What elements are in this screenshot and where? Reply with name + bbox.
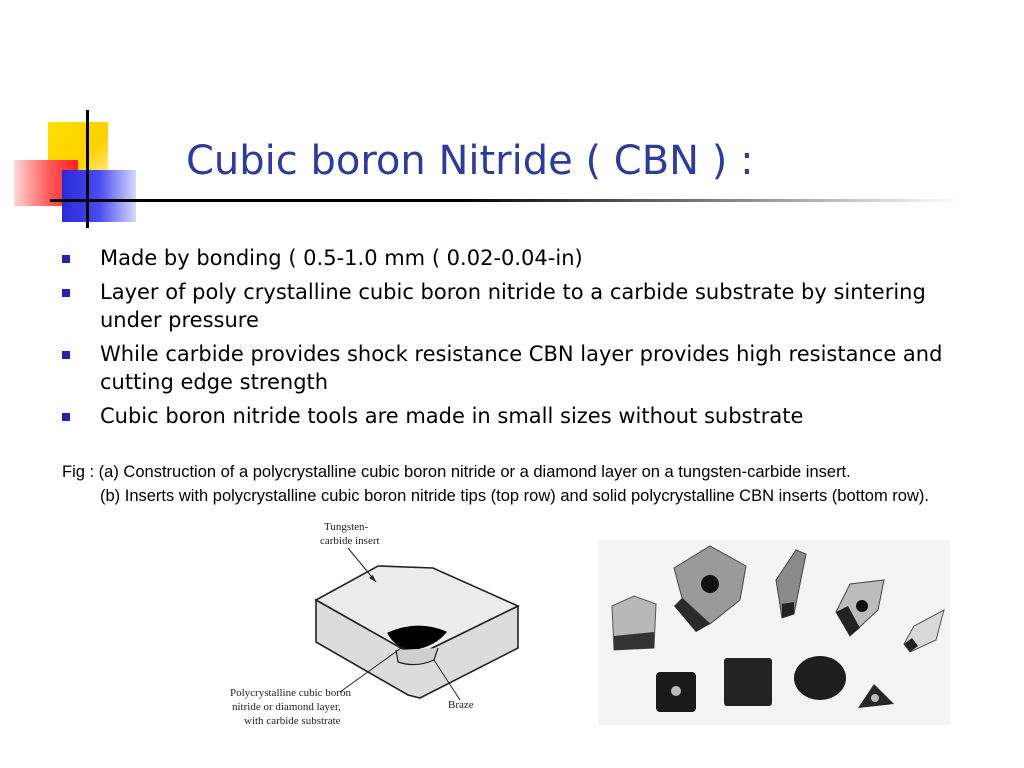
solid-insert-square [724,658,772,706]
bullet-text: Cubic boron nitride tools are made in small sizes without substrate [100,404,804,428]
bullet-list [62,244,982,436]
bullet-text: Made by bonding ( 0.5-1.0 mm ( 0.02-0.04-in) [100,246,583,270]
insert-hole-2 [701,575,719,593]
caption-line-b: (b) Inserts with polycrystalline cubic boron nitride tips (top row) and solid polycrystalline CBN inserts (bottom row). [100,487,929,505]
decor-vertical-line [86,110,89,228]
figure-caption [62,460,962,508]
insert-construction-diagram [228,520,528,735]
caption-line-a: Fig : (a) Construction of a polycrystalline cubic boron nitride or a diamond layer on a tungsten-carbide insert. [62,463,851,481]
label-polycrystalline: Polycrystalline cubic boron [230,687,351,699]
bullet-item [62,402,982,430]
bullet-marker-icon [62,255,70,263]
label-carbide-insert: carbide insert [320,535,380,547]
solid-insert-round [794,656,846,700]
solid-insert-triangle-hole [871,694,879,702]
bullet-item [62,278,982,334]
bullet-marker-icon [62,289,70,297]
title-underline [50,199,960,202]
label-tungsten: Tungsten- [324,521,369,533]
solid-insert-hole [671,686,681,696]
label-braze: Braze [448,699,474,711]
insert-hole-4 [856,600,868,612]
bullet-item [62,340,982,396]
bullet-item [62,244,982,272]
cbn-inserts-photo [598,540,950,725]
bullet-text: While carbide provides shock resistance CBN layer provides high resistance and cutting edge strength [100,342,943,394]
slide-title: Cubic boron Nitride ( CBN ) : [186,138,754,184]
label-carbide-substrate: with carbide substrate [244,715,341,727]
label-nitride-layer: nitride or diamond layer, [232,701,341,713]
bullet-marker-icon [62,351,70,359]
bullet-text: Layer of poly crystalline cubic boron nitride to a carbide substrate by sintering under pressure [100,280,926,332]
decor-blue-square [62,170,136,222]
bullet-marker-icon [62,413,70,421]
